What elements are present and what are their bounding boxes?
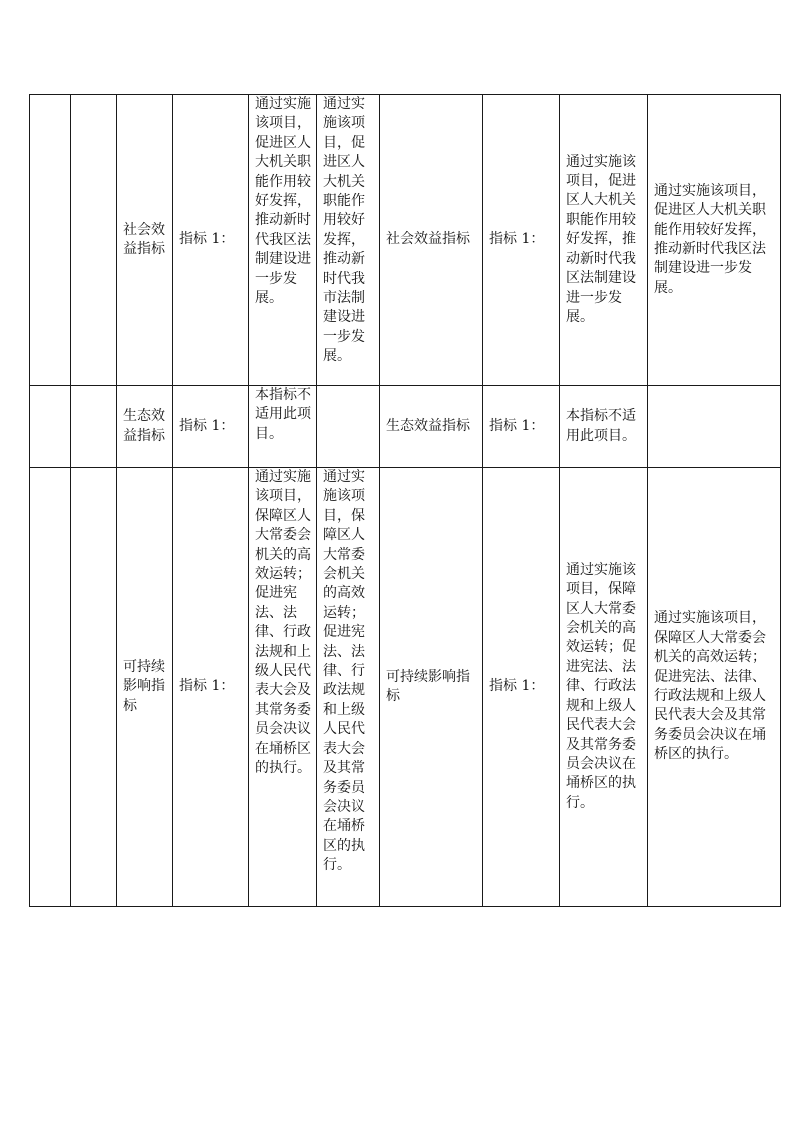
- plan-value-cell: 通过实施该项目，促进区人大机关职能作用较好发挥，推动新时代我区法制建设进一步发展。: [648, 95, 781, 386]
- plan-value-cell: 通过实施该项目，保障区人大常委会机关的高效运转；促进宪法、法律、行政法规和上级人民代表大会及其常务委员会决议在埇桥区的执行。: [648, 468, 781, 907]
- indicator-name-cell-2: 指标 1：: [483, 386, 560, 468]
- plan-value-cell: [648, 386, 781, 468]
- level2-cell: [71, 386, 117, 468]
- indicator-name-cell: 指标 1：: [173, 468, 249, 907]
- target-value-cell-2: 本指标不适用此项目。: [560, 386, 648, 468]
- table-row: [30, 95, 781, 386]
- table-row: [30, 468, 781, 907]
- target-value-cell-2: 通过实施该项目，保障区人大常委会机关的高效运转；促进宪法、法律、行政法规和上级人民代表大会及其常务委员会决议在埇桥区的执行。: [560, 468, 648, 907]
- level1-cell: [30, 386, 71, 468]
- target-value-cell: 通过实施该项目，保障区人大常委会机关的高效运转；促进宪法、法律、行政法规和上级人民代表大会及其常务委员会决议在埇桥区的执行。: [249, 468, 317, 907]
- target-value-cell: 通过实施该项目，促进区人大机关职能作用较好发挥，推动新时代我区法制建设进一步发展。: [249, 95, 317, 386]
- indicator-category-cell-2: 生态效益指标: [380, 386, 483, 468]
- indicator-category-cell: 社会效益指标: [117, 95, 173, 386]
- actual-value-cell: [317, 386, 380, 468]
- table-row: [30, 386, 781, 468]
- target-value-cell: 本指标不适用此项目。: [249, 386, 317, 468]
- actual-value-cell: 通过实施该项目，促进区人大机关职能作用较好发挥，推动新时代我市法制建设进一步发展。: [317, 95, 380, 386]
- level1-cell: [30, 95, 71, 386]
- level2-cell: [71, 468, 117, 907]
- level2-cell: [71, 95, 117, 386]
- indicator-category-cell: 可持续影响指标: [117, 468, 173, 907]
- indicator-category-cell-2: 可持续影响指标: [380, 468, 483, 907]
- level1-cell: [30, 468, 71, 907]
- actual-value-cell: 通过实施该项目，保障区人大常委会机关的高效运转；促进宪法、法律、行政法规和上级人民代表大会及其常务委员会决议在埇桥区的执行。: [317, 468, 380, 907]
- target-value-cell-2: 通过实施该项目，促进区人大机关职能作用较好发挥，推动新时代我区法制建设进一步发展。: [560, 95, 648, 386]
- indicator-category-cell: 生态效益指标: [117, 386, 173, 468]
- indicator-name-cell-2: 指标 1：: [483, 468, 560, 907]
- indicator-name-cell-2: 指标 1：: [483, 95, 560, 386]
- performance-indicator-table: [29, 94, 781, 907]
- indicator-name-cell: 指标 1：: [173, 95, 249, 386]
- indicator-category-cell-2: 社会效益指标: [380, 95, 483, 386]
- indicator-name-cell: 指标 1：: [173, 386, 249, 468]
